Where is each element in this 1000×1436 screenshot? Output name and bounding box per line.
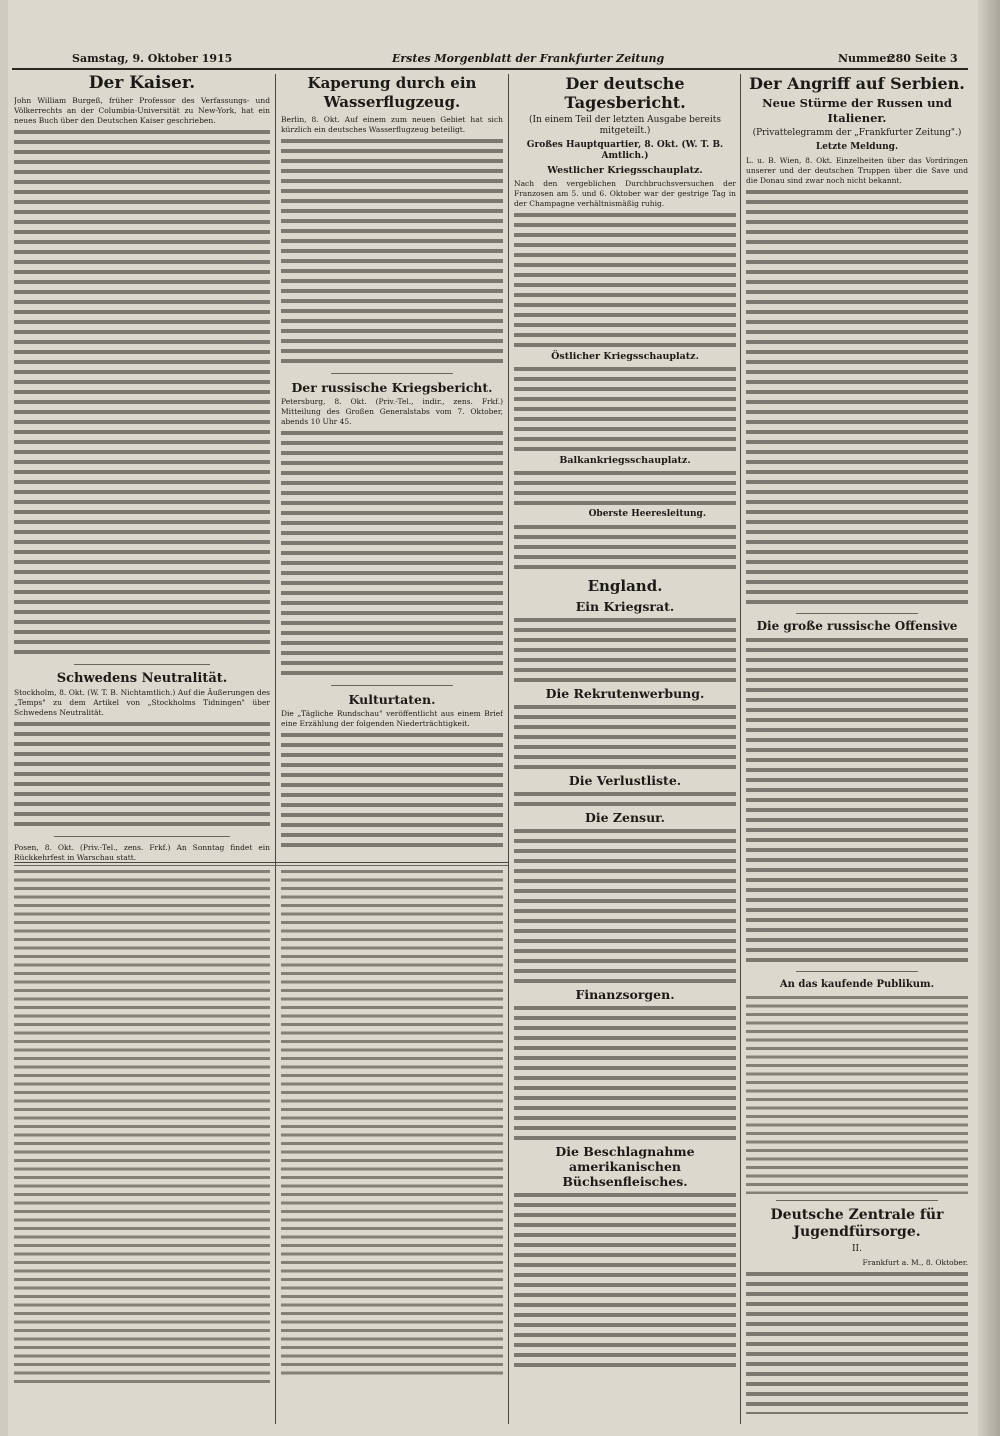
headline-note: (In einem Teil der letzten Ausgabe bereits mitgeteilt.) <box>529 115 721 136</box>
masthead-rule <box>12 68 968 70</box>
dateline: Frankfurt a. M., 8. Oktober. <box>862 1258 968 1267</box>
signature: Oberste Heeresleitung. <box>588 509 706 519</box>
section-kicker: Westlicher Kriegsschauplatz. <box>547 165 703 176</box>
feuilleton-column-1 <box>14 866 270 1386</box>
masthead <box>12 52 968 68</box>
article-text-lines <box>514 827 736 987</box>
article-divider <box>54 836 230 837</box>
article-text-lines <box>14 720 270 830</box>
article-paragraph: L. u. B. Wien, 8. Okt. Einzelheiten über das Vordringen unserer und der deutschen Truppen über die Save und die Donau sind zwar noch nicht bekannt. <box>746 156 968 185</box>
subheadline-neue-stuerme: Neue Stürme der Russen und Italiener. <box>762 96 952 125</box>
section-kicker: Balkankriegsschauplatz. <box>559 455 691 466</box>
article-text-lines <box>514 616 736 686</box>
article-divider <box>74 664 210 665</box>
article-text-lines <box>746 1270 968 1414</box>
column-4 <box>746 74 968 1414</box>
article-text-lines <box>746 188 968 608</box>
article-divider <box>796 971 918 972</box>
column-rule <box>740 74 741 1424</box>
article-paragraph: Berlin, 8. Okt. Auf einem zum neuen Gebiet hat sich kürzlich ein deutsches Wasserflugzeug beteiligt. <box>281 115 503 134</box>
article-paragraph: Nach den vergeblichen Durchbruchsversuchen der Franzosen am 5. und 6. Oktober war der gestrige Tag in der Champagne verhältnismäßig ruhig. <box>514 179 736 208</box>
headline-kulturtaten: Kulturtaten. <box>348 692 436 707</box>
article-divider <box>331 373 453 374</box>
headline-kaperung: Kaperung durch ein Wasserflugzeug. <box>307 74 477 111</box>
masthead-title: Erstes Morgenblatt der Frankfurter Zeitung <box>392 52 665 65</box>
article-text-lines <box>514 1004 736 1144</box>
article-divider <box>796 613 918 614</box>
headline-zensur: Die Zensur. <box>585 810 665 825</box>
column-rule <box>508 74 509 1424</box>
feuilleton-rule <box>14 862 508 863</box>
article-text-lines <box>514 790 736 810</box>
column-1 <box>14 74 270 862</box>
article-text-lines <box>281 429 503 679</box>
headline-note: (Privattelegramm der „Frankfurter Zeitung".) <box>752 128 962 138</box>
headline-der-kaiser: Der Kaiser. <box>88 74 196 93</box>
article-paragraph: Petersburg, 8. Okt. (Priv.-Tel., indir., zens. Frkf.) Mitteilung des Großen Generalstabs vom 7. Oktober, abends 10 Uhr 45. <box>281 397 503 426</box>
article-text-lines <box>514 1191 736 1371</box>
masthead-number-label: Nummer <box>838 52 893 65</box>
article-paragraph: Stockholm, 8. Okt. (W. T. B. Nichtamtlich.) Auf die Äußerungen des „Temps" zu dem Artikel von „Stockholms Tidningen" über Schwedens Neutralität. <box>14 688 270 717</box>
binding-shadow <box>0 0 8 1436</box>
headline-angriff-serbien: Der Angriff auf Serbien. <box>749 74 965 93</box>
headline-finanzsorgen: Finanzsorgen. <box>575 987 675 1002</box>
dateline: Großes Hauptquartier, 8. Okt. (W. T. B. Amtlich.) <box>526 140 724 161</box>
article-text-lines <box>514 469 736 509</box>
masthead-date: Samstag, 9. Oktober 1915 <box>72 52 233 65</box>
article-divider <box>776 1200 938 1201</box>
column-2 <box>281 74 503 862</box>
section-kicker: Letzte Meldung. <box>815 142 899 152</box>
page-edge <box>978 0 1000 1436</box>
headline-kriegsrat: Ein Kriegsrat. <box>575 599 675 614</box>
section-kicker: Östlicher Kriegsschauplatz. <box>551 351 699 362</box>
headline-jugendfuersorge: Deutsche Zentrale für Jugendfürsorge. <box>770 1207 944 1240</box>
article-paragraph: Die „Tägliche Rundschau" veröffentlicht aus einem Brief eine Erzählung der folgenden Niederträchtigkeit. <box>281 709 503 728</box>
article-text-lines <box>514 365 736 455</box>
headline-kaufendes-publikum: An das kaufende Publikum. <box>779 979 935 990</box>
article-text-lines <box>514 523 736 573</box>
article-paragraph: John William Burgeß, früher Professor des Verfassungs- und Völkerrechts an der Columbia-Universität zu New-York, hat ein neues Buch über den Deutschen Kaiser geschrieben. <box>14 96 270 125</box>
headline-rekrutenwerbung: Die Rekrutenwerbung. <box>545 686 705 701</box>
headline-part-number: II. <box>852 1244 862 1254</box>
article-text-lines <box>746 636 968 966</box>
article-text-lines <box>514 703 736 773</box>
article-text-lines <box>14 128 270 658</box>
column-3 <box>514 74 736 1414</box>
article-text-lines <box>281 137 503 367</box>
feuilleton-text-lines <box>281 868 503 1378</box>
feuilleton-text-lines <box>14 868 270 1383</box>
feuilleton-column-2 <box>281 866 503 1386</box>
article-text-lines <box>514 211 736 351</box>
headline-england: England. <box>587 577 663 595</box>
headline-verlustliste: Die Verlustliste. <box>568 773 682 788</box>
headline-russische-offensive: Die große russische Offensive <box>756 619 958 633</box>
masthead-page: Seite 3 <box>915 52 958 65</box>
headline-schwedens-neutralitaet: Schwedens Neutralität. <box>56 671 228 686</box>
headline-beschlagnahme: Die Beschlagnahme amerikanischen Büchsenfleisches. <box>555 1144 695 1189</box>
masthead-number: 280 <box>888 52 911 65</box>
column-rule <box>275 74 276 1424</box>
article-text-lines <box>746 994 968 1194</box>
article-divider <box>331 685 453 686</box>
headline-tagesbericht: Der deutsche Tagesbericht. <box>564 74 686 112</box>
headline-russischer-kriegsbericht: Der russische Kriegsbericht. <box>291 380 493 395</box>
article-paragraph: Posen, 8. Okt. (Priv.-Tel., zens. Frkf.) An Sonntag findet ein Rückkehrfest in Warschau statt. <box>14 843 270 862</box>
article-text-lines <box>281 731 503 851</box>
